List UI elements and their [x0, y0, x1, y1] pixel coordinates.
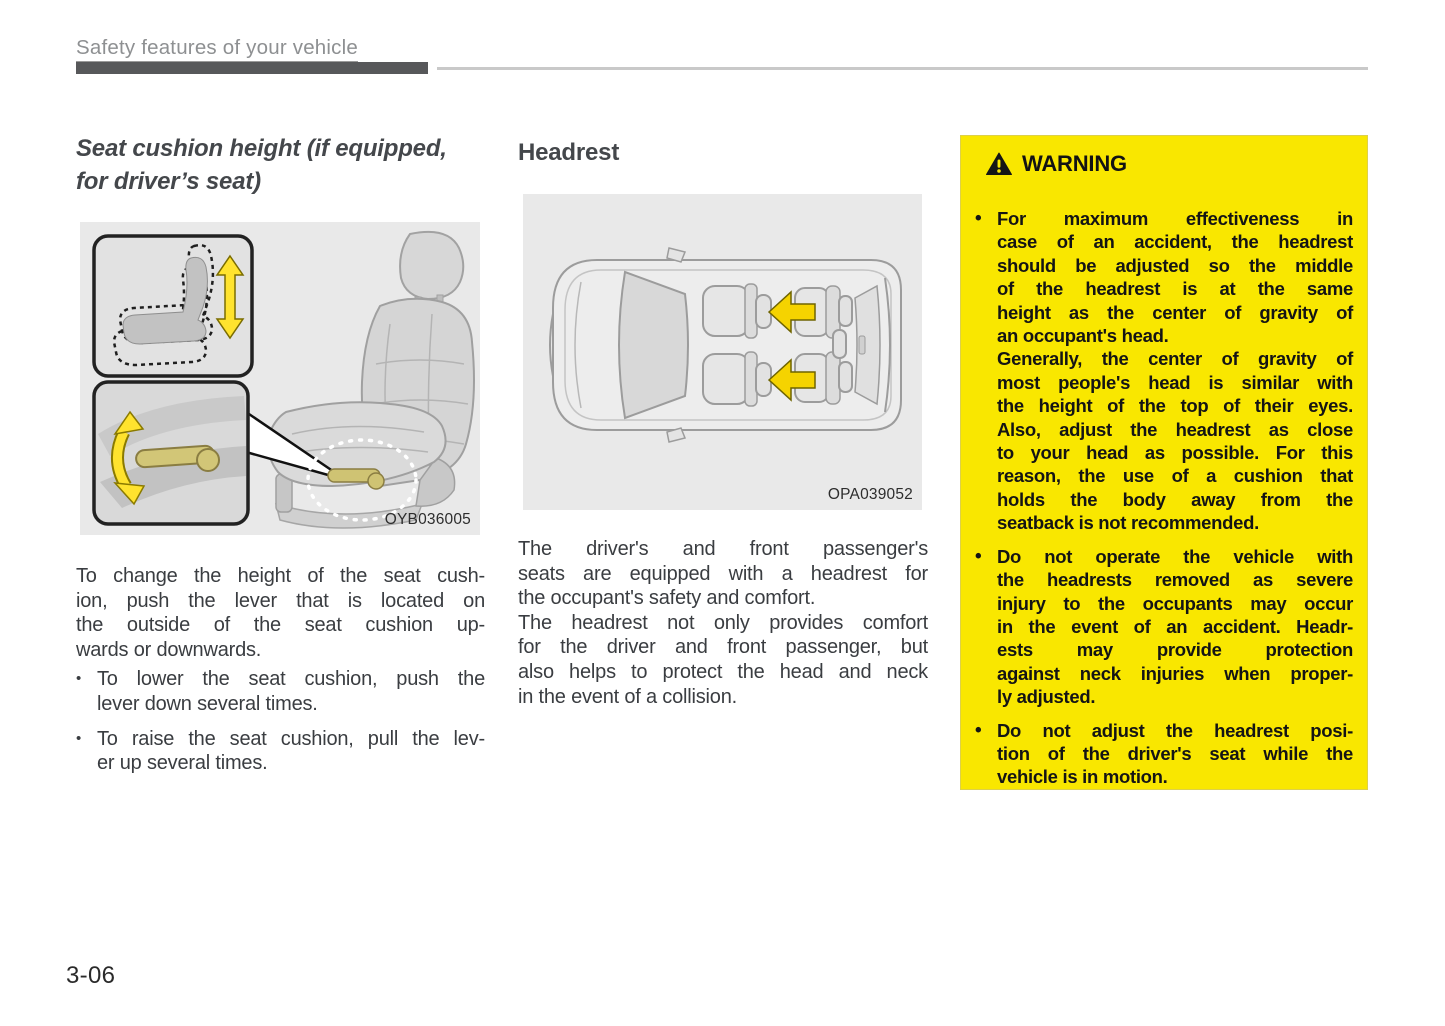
text-line: against neck injuries when proper- — [997, 662, 1353, 684]
text-line: Do not operate the vehicle with — [997, 545, 1353, 567]
text-line: should be adjusted so the middle — [997, 254, 1353, 276]
section-title-seat-cushion-height — [76, 132, 506, 198]
warning-triangle-icon — [986, 152, 1012, 176]
text-line: the outside of the seat cushion up- — [76, 614, 485, 637]
bullet-icon: • — [76, 729, 82, 747]
warning-header — [961, 136, 1367, 177]
text-line: to your head as possible. For this — [997, 442, 1353, 464]
text-line: for the driver and front passenger, but — [518, 636, 928, 659]
text-line: er up several times. — [97, 752, 268, 775]
figure-code: OYB036005 — [384, 511, 471, 528]
text-line: ly adjusted. — [997, 686, 1096, 708]
paragraph — [76, 564, 485, 662]
text-line: most people's head is similar with — [997, 371, 1353, 393]
text-line: reason, the use of a cushion that — [997, 465, 1353, 487]
text-line: Also, adjust the headrest as close — [997, 418, 1353, 440]
seat-cushion-body — [76, 564, 485, 786]
car-top-view-illustration — [523, 194, 922, 510]
warning-item — [975, 545, 1353, 709]
text-line: wards or downwards. — [76, 638, 262, 661]
car-top-view — [550, 248, 901, 442]
warning-item — [975, 719, 1353, 789]
text-line: seats are equipped with a headrest for — [518, 562, 928, 585]
text-line: Generally, the center of gravity of — [997, 348, 1353, 370]
text-line: the headrests removed as severe — [997, 569, 1353, 591]
text-line: also helps to protect the head and neck — [518, 660, 928, 683]
title-line: Seat cushion height (if equipped, — [76, 135, 447, 162]
text-line: holds the body away from the — [997, 488, 1353, 510]
text-line: ion, push the lever that is located on — [76, 589, 485, 612]
section-title-headrest: Headrest — [518, 139, 620, 166]
bullet-text — [97, 667, 485, 716]
figure-seat-height-lever — [80, 222, 480, 535]
warning-item — [975, 207, 1353, 535]
bullet-icon: • — [975, 208, 982, 229]
text-line: For maximum effectiveness in — [997, 208, 1353, 229]
text-line: ests may provide protection — [997, 639, 1353, 661]
warning-text — [997, 207, 1353, 535]
warning-bullet-list — [961, 207, 1367, 789]
text-line: of the headrest is at the same — [997, 278, 1353, 300]
bullet-icon: • — [975, 545, 982, 567]
text-line: height as the center of gravity of — [997, 301, 1353, 323]
text-line: case of an accident, the headrest — [997, 231, 1353, 253]
bullet-text — [97, 727, 485, 776]
page-header-title: Safety features of your vehicle — [76, 36, 358, 62]
paragraph — [518, 537, 928, 709]
text-line: an occupant's head. — [997, 325, 1169, 347]
text-line: To raise the seat cushion, pull the lev- — [97, 727, 485, 750]
page-number: 3-06 — [66, 962, 116, 989]
header-accent-bar — [76, 62, 428, 74]
figure-code: OPA039052 — [827, 486, 913, 503]
text-line: tion of the driver's seat while the — [997, 742, 1353, 764]
text-line: the occupant's safety and comfort. — [518, 587, 816, 610]
text-line: the height of the top of their eyes. — [997, 395, 1353, 417]
list-item — [76, 667, 485, 716]
text-line: To lower the seat cushion, push the — [97, 668, 485, 691]
headrest-body — [518, 537, 928, 709]
text-line: The headrest not only provides comfort — [518, 611, 928, 634]
text-line: injury to the occupants may occur — [997, 592, 1353, 614]
header-rule — [437, 67, 1368, 70]
bullet-icon: • — [76, 670, 82, 688]
text-line: The driver's and front passenger's — [518, 538, 928, 560]
text-line: To change the height of the seat cush- — [76, 565, 485, 587]
warning-text — [997, 545, 1353, 709]
lever-inset — [94, 382, 248, 524]
figure-headrest-topview — [523, 194, 922, 510]
title-line: for driver’s seat) — [76, 168, 261, 195]
text-line: Do not adjust the headrest posi- — [997, 719, 1353, 741]
seat-illustration — [80, 222, 480, 535]
text-line: seatback is not recommended. — [997, 512, 1260, 534]
bullet-list — [76, 667, 485, 775]
text-line: in the event of a collision. — [518, 685, 737, 708]
text-line: vehicle is in motion. — [997, 766, 1168, 788]
text-line: in the event of an accident. Headr- — [997, 615, 1353, 637]
warning-text — [997, 719, 1353, 789]
bullet-icon: • — [975, 719, 982, 741]
text-line: lever down several times. — [97, 692, 318, 715]
seat-height-inset — [94, 236, 252, 376]
list-item — [76, 727, 485, 776]
warning-label: WARNING — [1022, 151, 1127, 176]
warning-box — [960, 135, 1368, 790]
